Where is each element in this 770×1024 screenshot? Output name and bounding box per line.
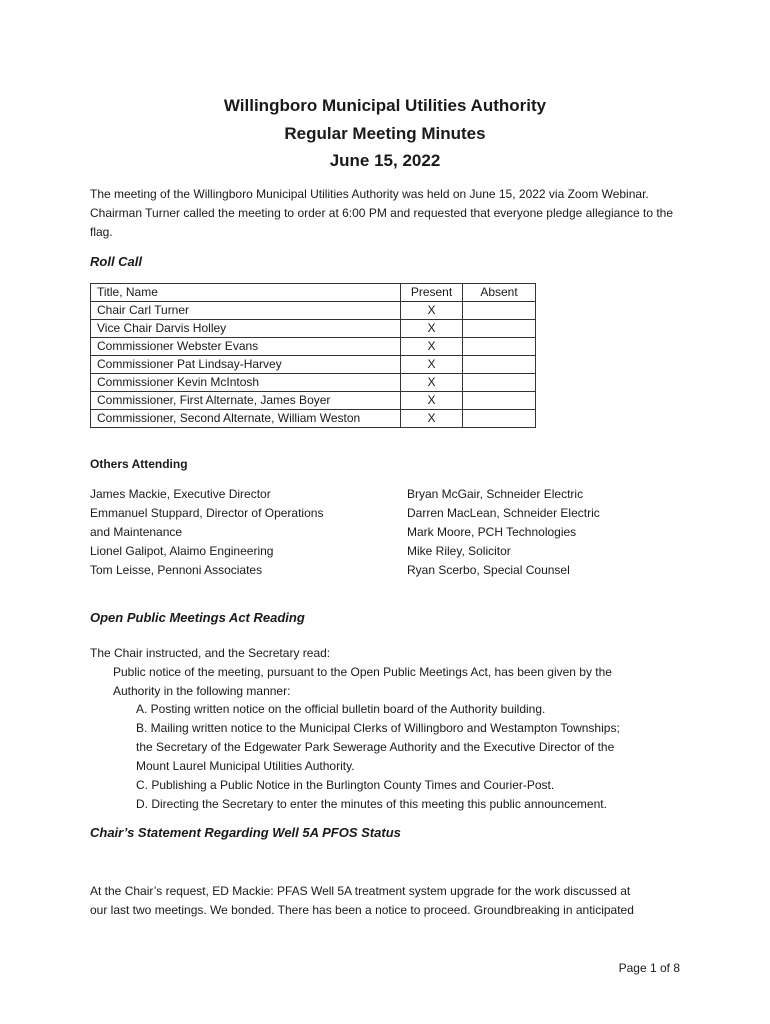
member-name: Commissioner, Second Alternate, William Weston <box>91 410 401 428</box>
table-row <box>91 410 536 428</box>
others-right-column <box>407 485 600 580</box>
opma-item-b: B. Mailing written notice to the Municipal Clerks of Willingboro and Westampton Townships; <box>136 721 620 735</box>
chair-statement-line: At the Chair’s request, ED Mackie: PFAS Well 5A treatment system upgrade for the work discussed at <box>90 884 631 898</box>
column-header-absent: Absent <box>463 284 536 302</box>
roll-call-table <box>90 283 536 428</box>
absent-mark <box>463 356 536 374</box>
present-mark: X <box>401 320 463 338</box>
attendee: Darren MacLean, Schneider Electric <box>407 506 600 520</box>
meeting-date-title: June 15, 2022 <box>329 151 441 170</box>
table-row <box>91 302 536 320</box>
table-row <box>91 374 536 392</box>
table-header-row <box>91 284 536 302</box>
org-title: Willingboro Municipal Utilities Authority <box>223 96 547 115</box>
opma-heading: Open Public Meetings Act Reading <box>90 610 305 625</box>
chair-statement-heading: Chair’s Statement Regarding Well 5A PFOS Status <box>90 825 401 840</box>
present-mark: X <box>401 410 463 428</box>
attendee: and Maintenance <box>90 525 183 539</box>
attendee: Mark Moore, PCH Technologies <box>407 525 577 539</box>
opma-notice-line: Authority in the following manner: <box>113 684 291 698</box>
others-attending-heading: Others Attending <box>90 457 188 471</box>
attendee: Tom Leisse, Pennoni Associates <box>90 563 263 577</box>
present-mark: X <box>401 392 463 410</box>
attendee: Ryan Scerbo, Special Counsel <box>407 563 570 577</box>
absent-mark <box>463 302 536 320</box>
absent-mark <box>463 320 536 338</box>
attendee: Emmanuel Stuppard, Director of Operations <box>90 506 324 520</box>
attendee: James Mackie, Executive Director <box>90 487 271 501</box>
absent-mark <box>463 338 536 356</box>
member-name: Commissioner Webster Evans <box>91 338 401 356</box>
others-left-column <box>90 485 323 580</box>
present-mark: X <box>401 356 463 374</box>
opma-notice-line: Public notice of the meeting, pursuant to the Open Public Meetings Act, has been given by the <box>113 665 612 679</box>
page-number: Page 1 of 8 <box>618 961 680 975</box>
column-header-present: Present <box>401 284 463 302</box>
member-name: Commissioner Kevin McIntosh <box>91 374 401 392</box>
member-name: Commissioner Pat Lindsay-Harvey <box>91 356 401 374</box>
chair-statement-line: our last two meetings. We bonded. There has been a notice to proceed. Groundbreaking in anticipated <box>90 903 634 917</box>
roll-call-heading: Roll Call <box>90 254 143 269</box>
absent-mark <box>463 410 536 428</box>
opma-item-a: A. Posting written notice on the official bulletin board of the Authority building. <box>136 702 546 716</box>
member-name: Vice Chair Darvis Holley <box>91 320 401 338</box>
present-mark: X <box>401 338 463 356</box>
opma-item-b-cont: Mount Laurel Municipal Utilities Authority. <box>136 759 355 773</box>
table-row <box>91 392 536 410</box>
member-name: Chair Carl Turner <box>91 302 401 320</box>
table-row <box>91 338 536 356</box>
opma-item-d: D. Directing the Secretary to enter the minutes of this meeting this public announcement. <box>136 797 607 811</box>
absent-mark <box>463 374 536 392</box>
column-header-name: Title, Name <box>91 284 401 302</box>
present-mark: X <box>401 374 463 392</box>
attendee: Bryan McGair, Schneider Electric <box>407 487 584 501</box>
present-mark: X <box>401 302 463 320</box>
opma-item-b-cont: the Secretary of the Edgewater Park Sewerage Authority and the Executive Director of the <box>136 740 615 754</box>
intro-paragraph: The meeting of the Willingboro Municipal Utilities Authority was held on June 15, 2022 via Zoom Webinar. Chairman Turner called the meeting to order at 6:00 PM and requested that everyone pledge allegiance to the flag. <box>90 187 674 239</box>
opma-lead: The Chair instructed, and the Secretary read: <box>90 646 331 660</box>
attendee: Mike Riley, Solicitor <box>407 544 511 558</box>
table-row <box>91 320 536 338</box>
absent-mark <box>463 392 536 410</box>
doc-type-title: Regular Meeting Minutes <box>284 124 486 143</box>
table-row <box>91 356 536 374</box>
opma-item-c: C. Publishing a Public Notice in the Burlington County Times and Courier-Post. <box>136 778 555 792</box>
member-name: Commissioner, First Alternate, James Boyer <box>91 392 401 410</box>
attendee: Lionel Galipot, Alaimo Engineering <box>90 544 274 558</box>
